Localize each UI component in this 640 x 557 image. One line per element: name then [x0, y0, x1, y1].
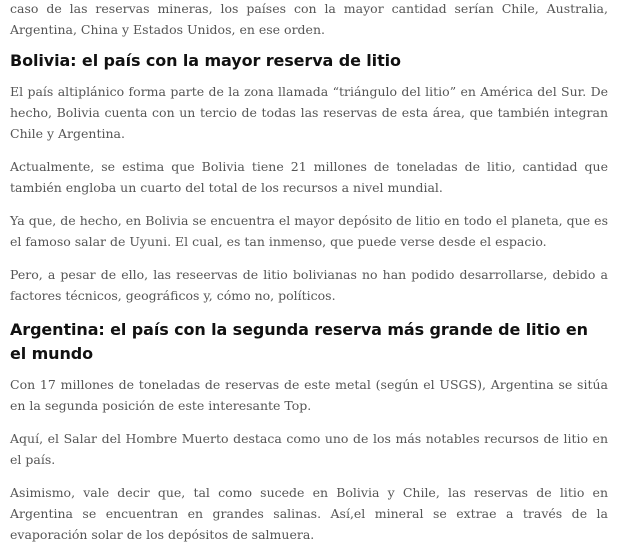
paragraph: El país altiplánico forma parte de la zona llamada “triángulo del litio” en América del Sur. De hecho, Bolivia cuenta con un tercio de todas las reservas de esta área, que también integran Chile y Argentina.	[10, 84, 608, 141]
paragraph: Con 17 millones de toneladas de reservas de este metal (según el USGS), Argentina se sitúa en la segunda posición de este interesante Top.	[10, 377, 608, 413]
section-heading-bolivia: Bolivia: el país con la mayor reserva de litio	[10, 51, 401, 70]
paragraph: Pero, a pesar de ello, las reseervas de litio bolivianas no han podido desarrollarse, debido a factores técnicos, geográficos y, cómo no, políticos.	[10, 267, 608, 303]
section-heading-argentina: Argentina: el país con la segunda reserva más grande de litio en el mundo	[10, 320, 588, 363]
paragraph: Actualmente, se estima que Bolivia tiene 21 millones de toneladas de litio, cantidad que también engloba un cuarto del total de los recursos a nivel mundial.	[10, 159, 608, 195]
intro-paragraph: caso de las reservas mineras, los países con la mayor cantidad serían Chile, Australia, Argentina, China y Estados Unidos, en ese orden.	[10, 1, 608, 37]
paragraph: Asimismo, vale decir que, tal como sucede en Bolivia y Chile, las reservas de litio en Argentina se encuentran en grandes salinas. Así,el mineral se extrae a través de la evaporación solar de los depósitos de salmuera.	[10, 485, 608, 542]
paragraph: Aquí, el Salar del Hombre Muerto destaca como uno de los más notables recursos de litio en el país.	[10, 431, 608, 467]
paragraph: Ya que, de hecho, en Bolivia se encuentra el mayor depósito de litio en todo el planeta, que es el famoso salar de Uyuni. El cual, es tan inmenso, que puede verse desde el espacio.	[10, 213, 608, 249]
article-body	[10, 0, 608, 557]
